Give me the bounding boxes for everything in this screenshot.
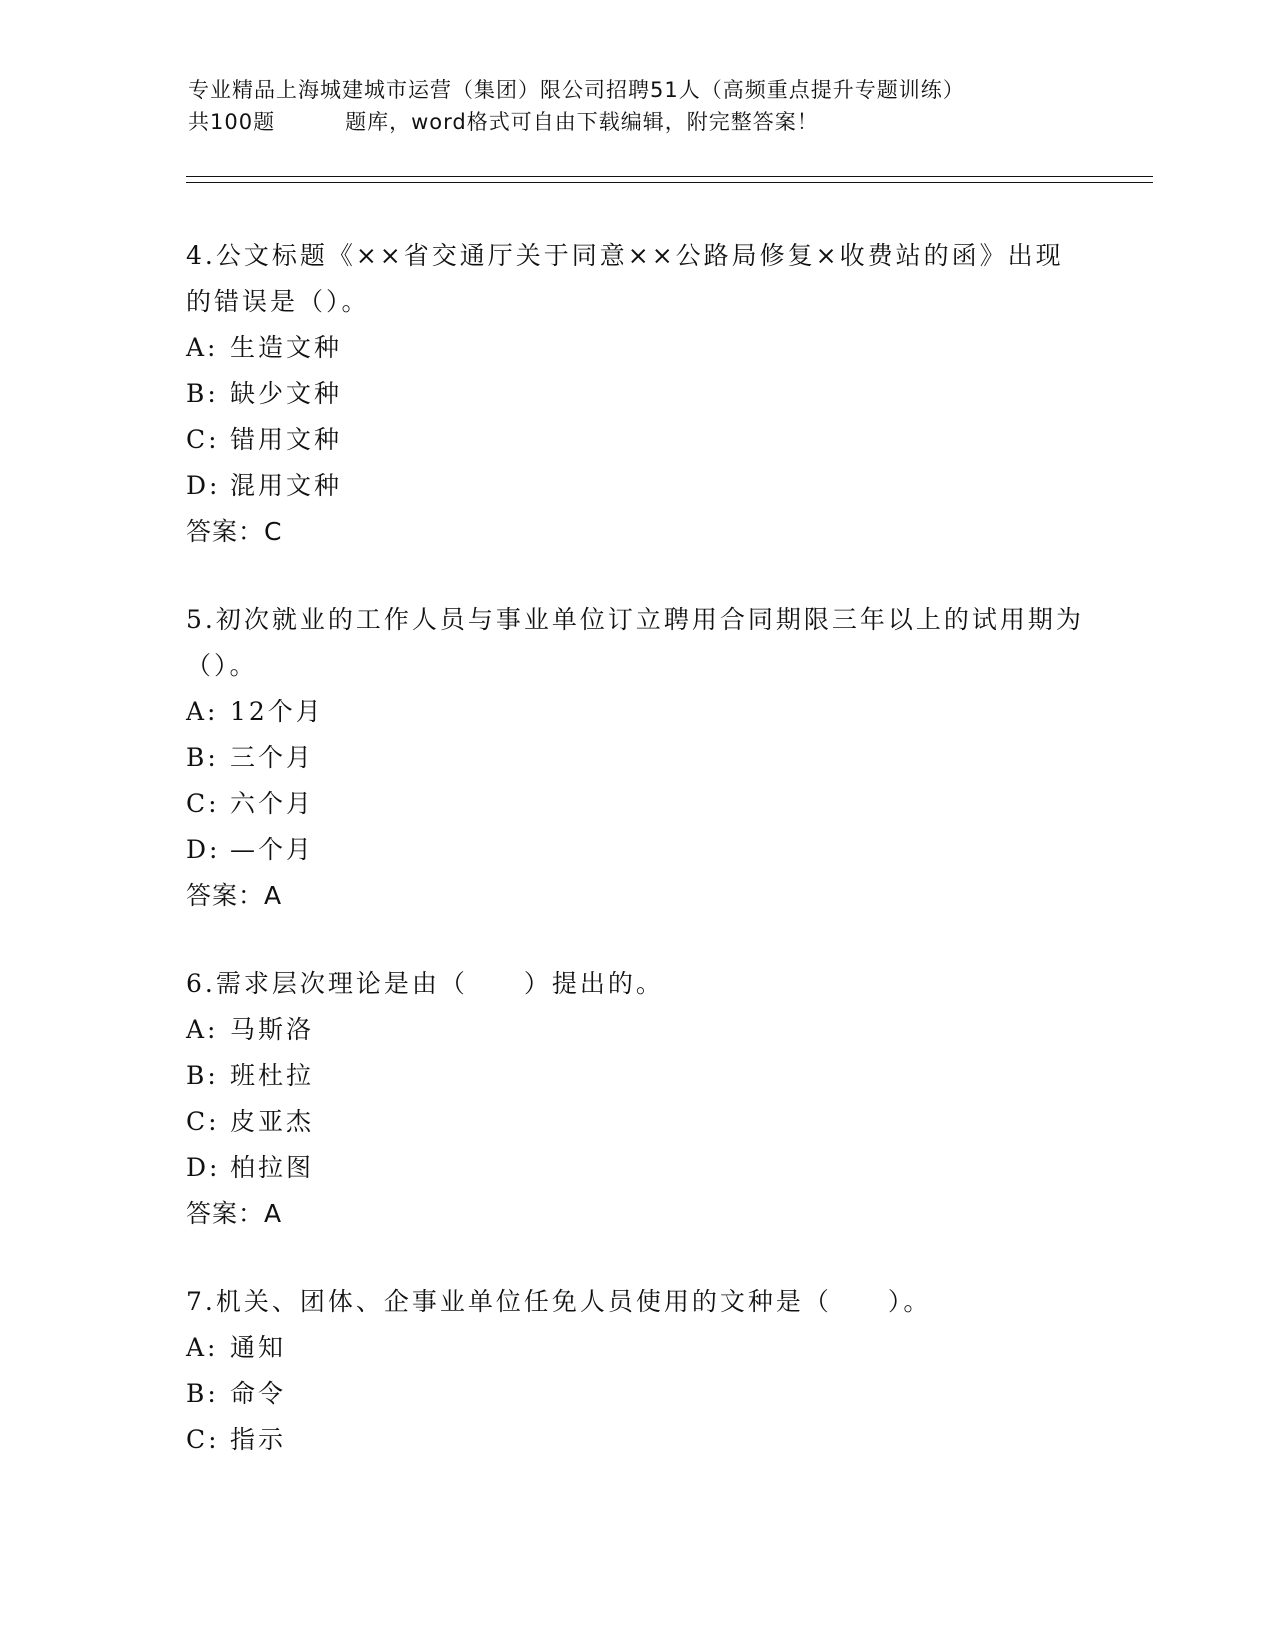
option-key: D:: [186, 471, 221, 500]
option-a: [186, 1325, 1086, 1371]
header-description: 题库，word格式可自由下载编辑，附完整答案！: [345, 110, 819, 134]
option-a: [186, 325, 1086, 371]
option-text: 混用文种: [230, 471, 343, 500]
option-b: [186, 735, 1086, 781]
option-key: C:: [186, 425, 220, 454]
option-text: 命令: [230, 1379, 287, 1408]
option-text: 生造文种: [230, 333, 343, 362]
option-d: [186, 827, 1086, 873]
option-key: A:: [186, 1015, 219, 1044]
option-c: [186, 781, 1086, 827]
option-text: —个月: [230, 835, 315, 864]
option-b: [186, 1371, 1086, 1417]
option-text: 班杜拉: [230, 1061, 315, 1090]
option-text: 通知: [230, 1333, 287, 1362]
option-text: 12个月: [230, 697, 324, 726]
option-text: 指示: [230, 1425, 287, 1454]
option-key: B:: [186, 379, 219, 408]
option-text: 皮亚杰: [230, 1107, 315, 1136]
option-b: [186, 371, 1086, 417]
header-subtitle-line: [188, 106, 1088, 138]
header-divider-top: [186, 176, 1153, 177]
answer-line: 答案：A: [186, 1199, 283, 1228]
option-text: 六个月: [230, 789, 315, 818]
option-c: [186, 417, 1086, 463]
option-key: D:: [186, 1153, 221, 1182]
option-text: 三个月: [230, 743, 315, 772]
question-stem: 5.初次就业的工作人员与事业单位订立聘用合同期限三年以上的试用期为（）。: [186, 605, 1084, 680]
option-key: A:: [186, 333, 219, 362]
option-key: C:: [186, 789, 220, 818]
answer-line: 答案：A: [186, 881, 283, 910]
option-c: [186, 1099, 1086, 1145]
question-5: [186, 597, 1086, 919]
option-a: [186, 689, 1086, 735]
document-header: [188, 74, 1088, 138]
option-key: D:: [186, 835, 221, 864]
option-text: 错用文种: [230, 425, 343, 454]
header-title-line: 专业精品上海城建城市运营（集团）限公司招聘51人（高频重点提升专题训练）: [188, 78, 965, 102]
option-a: [186, 1007, 1086, 1053]
option-b: [186, 1053, 1086, 1099]
option-text: 缺少文种: [230, 379, 343, 408]
header-question-count: 共100题: [188, 110, 276, 134]
option-key: A:: [186, 697, 219, 726]
option-key: C:: [186, 1107, 220, 1136]
option-c: [186, 1417, 1086, 1463]
option-key: B:: [186, 743, 219, 772]
option-key: B:: [186, 1061, 219, 1090]
question-stem: 6.需求层次理论是由（ ）提出的。: [186, 969, 664, 998]
question-6: [186, 961, 1086, 1237]
question-7: [186, 1279, 1086, 1463]
header-divider-bottom: [186, 182, 1153, 183]
option-text: 柏拉图: [230, 1153, 315, 1182]
answer-line: 答案：C: [186, 517, 283, 546]
option-key: C:: [186, 1425, 220, 1454]
option-key: A:: [186, 1333, 219, 1362]
option-d: [186, 463, 1086, 509]
option-key: B:: [186, 1379, 219, 1408]
option-text: 马斯洛: [230, 1015, 315, 1044]
question-stem: 4.公文标题《××省交通厅关于同意××公路局修复×收费站的函》出现的错误是（）。: [186, 241, 1064, 316]
option-d: [186, 1145, 1086, 1191]
question-4: [186, 233, 1086, 555]
question-stem: 7.机关、团体、企事业单位任免人员使用的文种是（ ）。: [186, 1287, 932, 1316]
